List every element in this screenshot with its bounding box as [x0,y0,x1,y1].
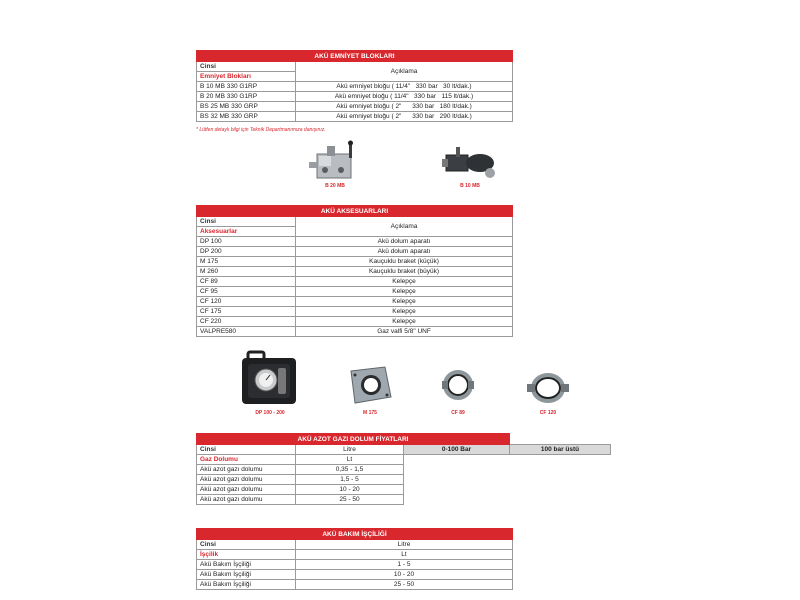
table-row: Akü azot gazı dolumu 1,5 - 5 [197,475,611,485]
unit-label: Lt [296,550,513,560]
safety-block-image [440,145,500,183]
table-subheader: Aksesuarlar [197,227,296,237]
table-row: DP 200 Akü dolum aparatı [197,247,513,257]
column-header-type: Cinsi [197,62,296,72]
clamp-image [440,365,476,405]
table-row: M 260 Kauçuklu braket (büyük) [197,267,513,277]
product-image-m175 [345,365,395,420]
column-header-description: Açıklama [296,217,513,237]
column-header-over-100-bar: 100 bar üstü [510,445,611,455]
table-row: CF 89 Kelepçe [197,277,513,287]
accessories-table [196,205,513,337]
table-row: B 20 MB 330 G1RP Akü emniyet bloğu ( 11/4" 330 bar 115 lt/dak.) [197,92,513,102]
product-image-b10mb [440,145,500,192]
filling-kit-case-image [240,350,300,408]
table-subheader: Emniyet Blokları [197,72,296,82]
table-row: CF 95 Kelepçe [197,287,513,297]
table-title: AKÜ BAKIM İŞÇİLİĞİ [197,529,513,540]
table-row: Akü Bakım İşçiliği 1 - 5 [197,560,513,570]
column-header-0-100-bar: 0-100 Bar [404,445,510,455]
table-row: Akü Bakım İşçiliği 10 - 20 [197,570,513,580]
column-header-type: Cinsi [197,445,296,455]
safety-block-image [305,140,365,184]
table-row: CF 220 Kelepçe [197,317,513,327]
product-image-cf120 [525,370,571,420]
product-caption: B 20 MB [325,183,345,189]
product-image-cf89 [440,365,476,420]
table-row: CF 120 Kelepçe [197,297,513,307]
unit-label: Lt [296,455,404,465]
column-header-litre: Litre [296,540,513,550]
table-title: AKÜ AZOT GAZI DOLUM FİYATLARI [197,434,510,445]
table-subheader: Gaz Dolumu [197,455,296,465]
column-header-description: Açıklama [296,62,513,82]
product-caption: DP 100 - 200 [255,410,285,416]
column-header-type: Cinsi [197,540,296,550]
product-caption: CF 89 [451,410,465,416]
table-row: Akü Bakım İşçiliği 25 - 50 [197,580,513,590]
table-title: AKÜ EMNİYET BLOKLARI [197,51,513,62]
info-note: * Lütfen detaylı bilgi için Teknik Departmanımıza danışınız. [196,127,326,133]
product-caption: B 10 MB [460,183,480,189]
table-row: Akü azot gazı dolumu 10 - 20 [197,485,611,495]
nitrogen-filling-table [196,433,611,505]
table-row: M 175 Kauçuklu braket (küçük) [197,257,513,267]
rubber-bracket-image [345,365,395,407]
clamp-image [525,370,571,406]
product-caption: CF 120 [539,410,557,416]
column-header-type: Cinsi [197,217,296,227]
table-row: BS 32 MB 330 GRP Akü emniyet bloğu ( 2" 330 bar 290 lt/dak.) [197,112,513,122]
product-caption: M 175 [363,410,377,416]
safety-blocks-table [196,50,513,122]
table-row: B 10 MB 330 G1RP Akü emniyet bloğu ( 11/4" 330 bar 30 lt/dak.) [197,82,513,92]
table-row: DP 100 Akü dolum aparatı [197,237,513,247]
product-image-dp100 [240,350,300,420]
product-image-b20mb [305,140,365,192]
table-title: AKÜ AKSESUARLARI [197,206,513,217]
table-row: VALPRE580 Gaz valfi 5/8" UNF [197,327,513,337]
maintenance-labor-table [196,528,513,590]
table-row: BS 25 MB 330 GRP Akü emniyet bloğu ( 2" 330 bar 180 lt/dak.) [197,102,513,112]
table-row: Akü azot gazı dolumu 0,35 - 1,5 [197,465,611,475]
table-row: Akü azot gazı dolumu 25 - 50 [197,495,611,505]
table-subheader: İşçilik [197,550,296,560]
table-row: CF 175 Kelepçe [197,307,513,317]
column-header-litre: Litre [296,445,404,455]
